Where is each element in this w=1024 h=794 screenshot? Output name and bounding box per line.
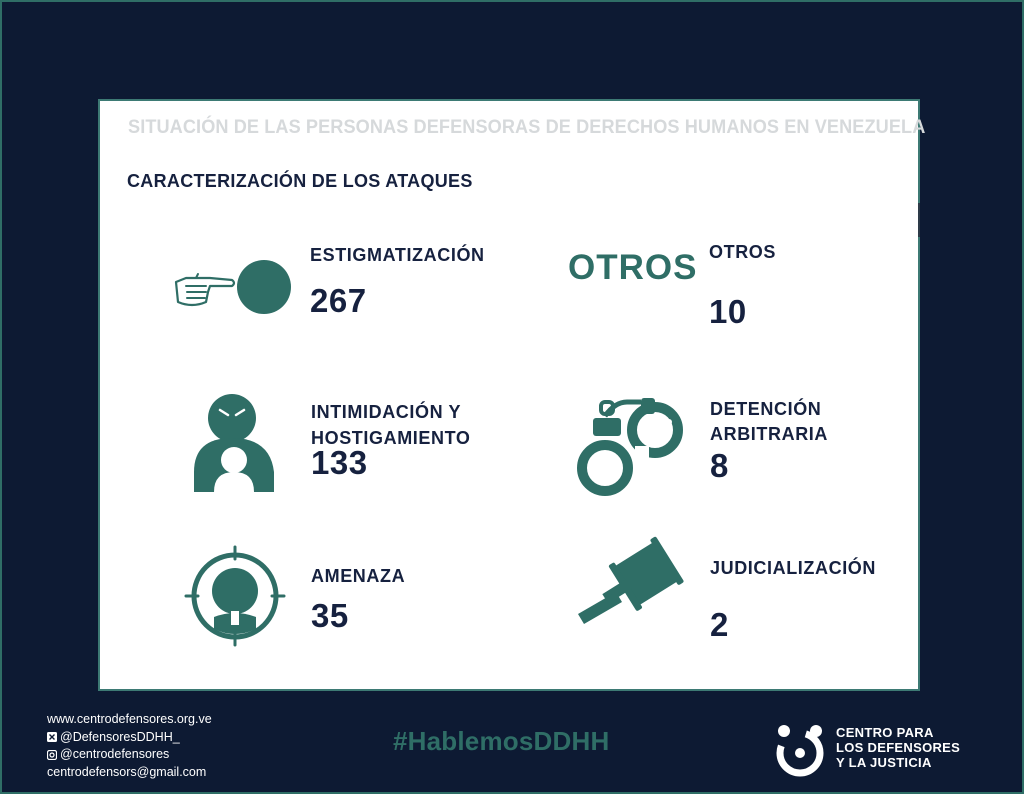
website-link[interactable]: www.centrodefensores.org.ve bbox=[47, 712, 212, 726]
judicializacion-value: 2 bbox=[710, 606, 729, 643]
intimidation-person-icon bbox=[192, 394, 276, 492]
header-title: SITUACIÓN DE LAS PERSONAS DEFENSORAS DE DERECHOS HUMANOS EN VENEZUELA bbox=[128, 116, 926, 138]
logo-line3: Y LA JUSTICIA bbox=[836, 755, 932, 770]
logo-line2: LOS DEFENSORES bbox=[836, 740, 961, 755]
pointing-hand-icon bbox=[172, 258, 294, 318]
detencion-value: 8 bbox=[710, 447, 729, 484]
hashtag: #HablemosDDHH bbox=[393, 726, 610, 756]
intimidacion-label-line1: INTIMIDACIÓN Y bbox=[311, 402, 462, 422]
logo-line1: CENTRO PARA bbox=[836, 725, 934, 740]
judicializacion-label: JUDICIALIZACIÓN bbox=[710, 558, 876, 578]
centro-defensores-logo-icon bbox=[768, 719, 832, 783]
gavel-icon bbox=[572, 534, 686, 626]
estigmatizacion-value: 267 bbox=[310, 282, 367, 319]
otros-badge: OTROS bbox=[568, 248, 698, 287]
logo-text bbox=[836, 725, 960, 770]
amenaza-value: 35 bbox=[311, 597, 349, 634]
target-person-icon bbox=[184, 545, 286, 647]
amenaza-label: AMENAZA bbox=[311, 566, 406, 586]
instagram-handle[interactable]: @centrodefensores bbox=[60, 747, 170, 761]
handcuffs-icon bbox=[575, 396, 691, 498]
estigmatizacion-label: ESTIGMATIZACIÓN bbox=[310, 245, 485, 265]
otros-value: 10 bbox=[709, 293, 747, 330]
scroll-indicator bbox=[918, 203, 920, 237]
intimidacion-label-line2: HOSTIGAMIENTO bbox=[311, 428, 471, 448]
intimidacion-value: 133 bbox=[311, 444, 368, 481]
twitter-icon bbox=[47, 732, 57, 742]
twitter-handle[interactable]: @DefensoresDDHH_ bbox=[60, 729, 180, 744]
section-title: CARACTERIZACIÓN DE LOS ATAQUES bbox=[127, 171, 473, 191]
detencion-label-line2: ARBITRARIA bbox=[710, 424, 828, 444]
footer-contacts bbox=[47, 711, 212, 781]
email-link[interactable]: centrodefensors@gmail.com bbox=[47, 764, 207, 779]
instagram-icon bbox=[47, 750, 57, 760]
otros-label: OTROS bbox=[709, 242, 777, 262]
detencion-label-line1: DETENCIÓN bbox=[710, 399, 822, 419]
